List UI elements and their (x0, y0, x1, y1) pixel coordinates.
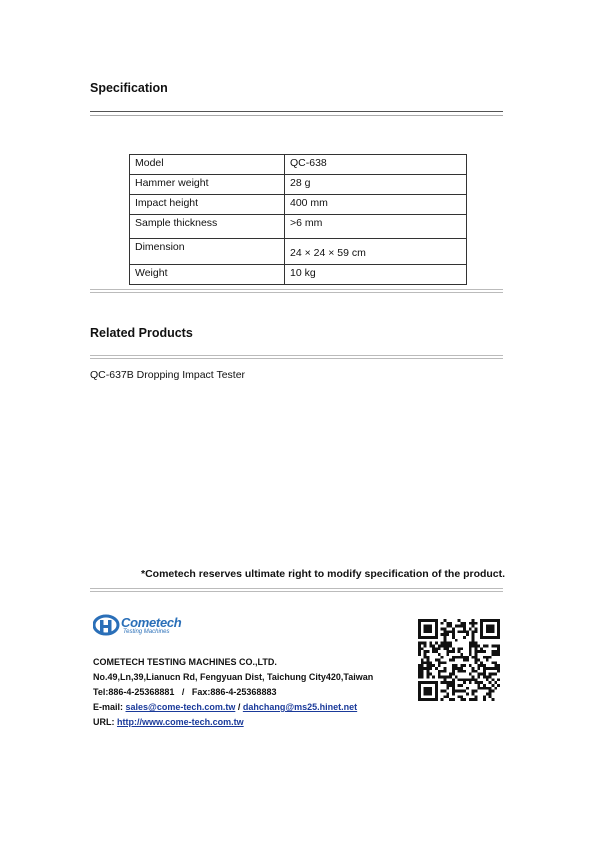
spec-key: Model (130, 155, 285, 175)
company-name: COMETECH TESTING MACHINES CO.,LTD. (93, 657, 277, 667)
email-link-dahchang[interactable]: dahchang@ms25.hinet.net (242, 702, 358, 712)
company-info (93, 655, 403, 730)
spec-key: Hammer weight (130, 175, 285, 195)
logo-subtitle: Testing Machines (123, 629, 170, 635)
spec-key: Weight (130, 265, 285, 285)
table-row (130, 265, 467, 285)
table-row (130, 175, 467, 195)
email-link-sales[interactable]: sales@come-tech.com.tw (125, 702, 236, 712)
divider (90, 355, 503, 359)
divider (90, 588, 503, 592)
spec-key: Impact height (130, 195, 285, 215)
company-logo (93, 612, 193, 640)
company-tel-fax: Tel:886-4-25368881 / Fax:886-4-25368883 (93, 687, 277, 697)
spec-key: Dimension (130, 239, 285, 265)
email-label: E-mail: (93, 702, 126, 712)
spec-heading: Specification (90, 81, 168, 95)
company-email-line (93, 700, 403, 715)
logo-brand: Cometech (121, 615, 182, 630)
spec-table (129, 154, 467, 285)
url-label: URL: (93, 717, 117, 727)
company-url-line (93, 715, 403, 730)
spec-value: 28 g (285, 175, 467, 195)
disclaimer: *Cometech reserves ultimate right to modify specification of the product. (141, 568, 506, 580)
qr-code-icon (418, 619, 500, 701)
website-link[interactable]: http://www.come-tech.com.tw (117, 717, 244, 727)
divider (90, 289, 503, 293)
spec-value: 400 mm (285, 195, 467, 215)
table-row (130, 195, 467, 215)
spec-value: QC-638 (285, 155, 467, 175)
spec-value: 24 × 24 × 59 cm (285, 239, 467, 265)
related-item: QC-637B Dropping Impact Tester (90, 369, 246, 381)
table-row (130, 239, 467, 265)
spec-value: >6 mm (285, 215, 467, 239)
related-heading: Related Products (90, 326, 193, 340)
table-row (130, 155, 467, 175)
spec-value: 10 kg (285, 265, 467, 285)
email-separator: / (235, 702, 243, 712)
table-row (130, 215, 467, 239)
spec-key: Sample thickness (130, 215, 285, 239)
divider (90, 111, 503, 112)
company-address: No.49,Ln,39,Lianucn Rd, Fengyuan Dist, Taichung City420,Taiwan (93, 672, 374, 682)
divider (90, 115, 503, 116)
